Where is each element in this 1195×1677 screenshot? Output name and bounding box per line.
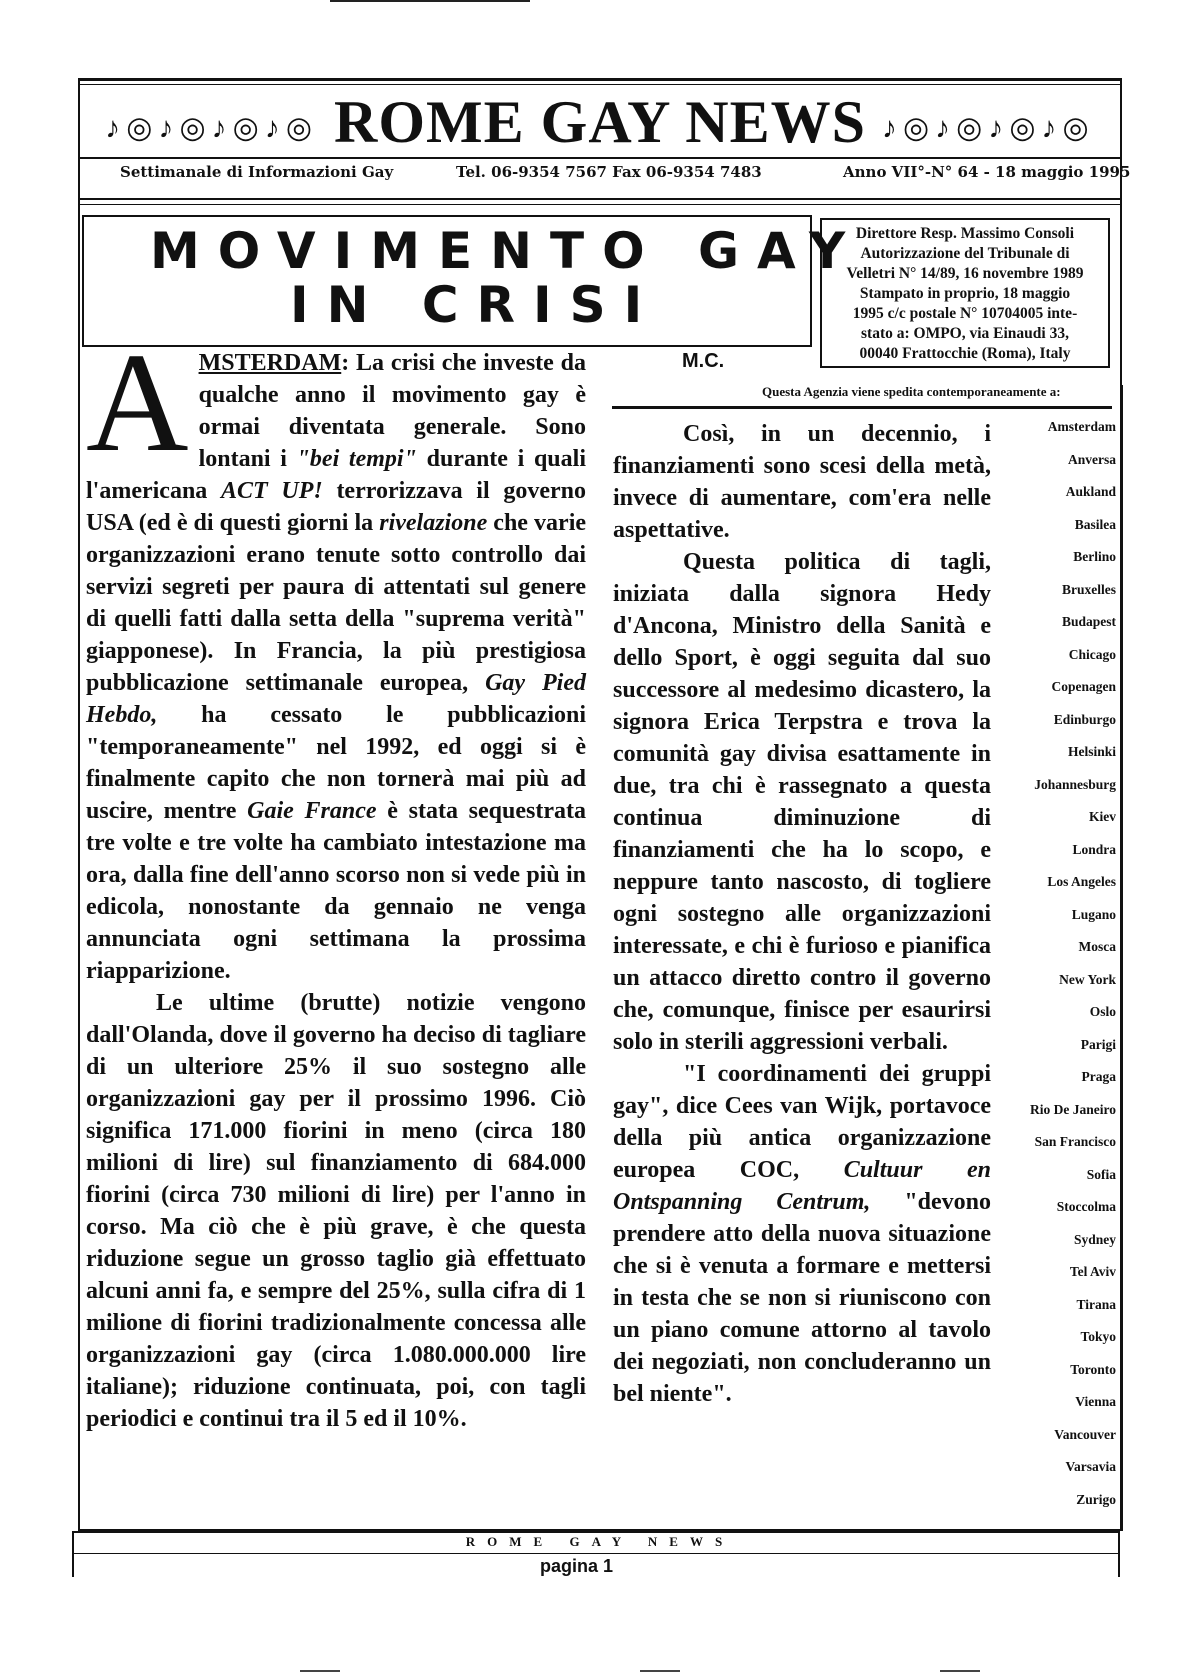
- masthead-title: [82, 88, 1118, 157]
- drop-cap: A: [86, 323, 189, 481]
- imprint-line: Direttore Resp. Massimo Consoli: [855, 225, 1075, 242]
- city-item: Anversa: [1068, 451, 1116, 467]
- subtitle-contacts: Tel. 06-9354 7567 Fax 06-9354 7483: [456, 163, 762, 181]
- ornament-left-icon: ♪◎♪◎♪◎♪◎: [105, 111, 319, 145]
- text-run: Gaie France: [247, 798, 377, 824]
- city-item: Parigi: [1080, 1036, 1116, 1052]
- imprint-box: [820, 218, 1110, 368]
- imprint-line: stato a: OMPO, via Einaudi 33,: [861, 325, 1069, 342]
- city-item: Londra: [1072, 841, 1116, 857]
- text-run: ACT UP!: [221, 478, 323, 504]
- imprint-line: Autorizzazione del Tribunale di: [860, 245, 1070, 262]
- city-item: Budapest: [1061, 614, 1116, 629]
- scan-mark: [940, 1670, 980, 1672]
- city-item: Helsinki: [1067, 744, 1116, 759]
- city-item: Praga: [1081, 1069, 1116, 1084]
- city-item: Oslo: [1089, 1004, 1116, 1019]
- article-paragraph: Le ultime (brutte) notizie vengono dall'Olanda, dove il governo ha deciso di tagliare di un ulteriore 25% il suo sostegno alle organizzazioni gay per il prossimo 1996. Ciò significa 171.000 fiorini in meno (circa 180 milioni di lire) sul finanziamento di 684.000 fiorini (circa 730 milioni di lire) per l'anno in corso. Ma ciò che è più grave, è che questa riduzione segue un grosso taglio già effettuato alcuni anni fa, e sempre del 25%, sulla cifra di 1 milione di fiorini tradizionalmente concessa alle organizzazioni gay (circa 1.080.000.000 lire italiane); riduzione continuata, poi, con tagli periodici e continui tra il 5 ed il 10%.: [86, 990, 586, 1432]
- city-item: Vancouver: [1054, 1426, 1116, 1442]
- article-paragraph: [613, 1058, 991, 1410]
- city-item: Basilea: [1074, 516, 1116, 532]
- city-item: Stoccolma: [1056, 1199, 1116, 1214]
- headline-line1: MOVIMENTO GAY: [150, 222, 864, 280]
- text-run: ha cessato le pubblicazioni "temporaneamente" nel 1992, ed oggi si è finalmente capito che non tornerà mai più ad uscire, mentre: [86, 702, 586, 824]
- article-paragraph: Questa politica di tagli, iniziata dalla signora Hedy d'Ancona, Ministro della Sanità e dello Sport, è oggi seguita dal suo successore al medesimo dicastero, la signora Erica Terpstra e trova la comunità gay divisa esattamente in due, tra chi è rassegnato a questa continua diminuzione di finanziamenti che ha lo scopo, e neppure tanto nascosto, di togliere ogni sostegno alle organizzazioni interessate, e chi è furioso e pianifica un attacco diretto contro il governo che, comunque, finisce per esaurirsi solo in sterili aggressioni verbali.: [613, 549, 991, 1055]
- subtitle-issue: Anno VII°-N° 64 - 18 maggio 1995: [843, 163, 1131, 181]
- scan-mark: [640, 1670, 680, 1672]
- city-item: Tirana: [1076, 1296, 1116, 1312]
- imprint-line: Velletri N° 14/89, 16 novembre 1989: [846, 265, 1084, 282]
- dateline: MSTERDAM: [198, 350, 342, 376]
- imprint-line: Stampato in proprio, 18 maggio: [859, 285, 1071, 302]
- city-item: Amsterdam: [1047, 419, 1116, 434]
- city-item: Chicago: [1068, 646, 1116, 662]
- text-run: che varie organizzazioni erano tenute sotto controllo dai servizi segreti per paura di attentati sul genere di quelli fatti dalla setta della "suprema verità" giapponese). In Francia, la più prestigiosa pubblicazione settimanale europea,: [86, 510, 587, 696]
- subtitle-left: Settimanale di Informazioni Gay: [120, 163, 394, 181]
- city-item: Berlino: [1073, 549, 1116, 564]
- city-item: Varsavia: [1065, 1459, 1116, 1474]
- headline-line2: IN CRISI: [290, 276, 661, 334]
- city-item: Johannesburg: [1034, 776, 1116, 792]
- distribution-cities-list: [1000, 418, 1120, 1523]
- text-run: Cultuur en Ontspanning Centrum,: [613, 1157, 991, 1215]
- text-run: è stata sequestrata tre volte e tre volte ha cambiato intestazione ma ora, dalla fine dell'anno scorso non si vede più in edicola, nonostante da gennaio ne venga annunciata ogni settimana la prossima riapparizione.: [86, 798, 586, 984]
- text-run: rivelazione: [379, 510, 488, 536]
- city-item: Tokyo: [1080, 1329, 1116, 1344]
- article-paragraph: Così, in un decennio, i finanziamenti sono scesi della metà, invece di aumentare, com'era nelle aspettative.: [613, 421, 991, 543]
- city-item: Mosca: [1078, 939, 1116, 954]
- city-item: Vienna: [1075, 1394, 1116, 1409]
- text-run: : La crisi che investe da qualche anno il movimento gay è ormai diventata generale. Sono lontani i: [198, 350, 586, 472]
- city-item: Los Angeles: [1047, 874, 1116, 889]
- author-initials: M.C.: [682, 350, 725, 372]
- article-paragraph: [86, 323, 587, 987]
- city-item: Kiev: [1089, 809, 1116, 824]
- city-item: Tel Aviv: [1069, 1264, 1116, 1279]
- text-run: "I coordinamenti dei gruppi gay", dice Cees van Wijk, portavoce della più antica organizzazione europea COC,: [613, 1061, 991, 1183]
- text-run: "devono prendere atto della nuova situazione che si è venuta a formare e mettersi in testa che se non si riuniscono con un piano comune attorno al tavolo dei negoziati, non concluderanno un bel niente".: [613, 1189, 991, 1407]
- page-number: pagina 1: [540, 1556, 614, 1576]
- city-item: Sofia: [1086, 1166, 1116, 1182]
- newspaper-name: ROME GAY NEWS: [334, 89, 866, 155]
- city-item: Aukland: [1065, 484, 1116, 499]
- city-item: Zurigo: [1076, 1491, 1116, 1507]
- text-run: durante i quali l'americana: [86, 446, 586, 504]
- text-run: Gay Pied Hebdo,: [86, 670, 586, 728]
- city-item: Rio De Janeiro: [1030, 1101, 1116, 1117]
- article-column-2: [613, 418, 991, 1410]
- agency-note: Questa Agenzia viene spedita contemporaneamente a:: [762, 384, 1061, 399]
- city-item: Lugano: [1071, 906, 1116, 922]
- article-column-1: [86, 323, 587, 1435]
- city-item: Edinburgo: [1053, 711, 1116, 727]
- imprint-line: 1995 c/c postale N° 10704005 inte-: [852, 305, 1078, 322]
- text-run: "bei tempi": [296, 446, 417, 472]
- text-run: terrorizzava il governo USA (ed è di questi giorni la: [86, 478, 586, 536]
- city-item: New York: [1059, 971, 1116, 987]
- city-item: Copenagen: [1051, 679, 1116, 694]
- scan-mark: [300, 1670, 340, 1672]
- ornament-right-icon: ♪◎♪◎♪◎♪◎: [881, 111, 1095, 145]
- imprint-line: 00040 Frattocchie (Roma), Italy: [859, 345, 1071, 362]
- city-item: Bruxelles: [1062, 581, 1116, 597]
- city-item: Toronto: [1070, 1361, 1116, 1377]
- city-item: San Francisco: [1034, 1134, 1116, 1149]
- footer-newspaper-name: ROME GAY NEWS: [465, 1534, 735, 1549]
- scan-mark: [330, 0, 530, 2]
- city-item: Sydney: [1073, 1231, 1116, 1247]
